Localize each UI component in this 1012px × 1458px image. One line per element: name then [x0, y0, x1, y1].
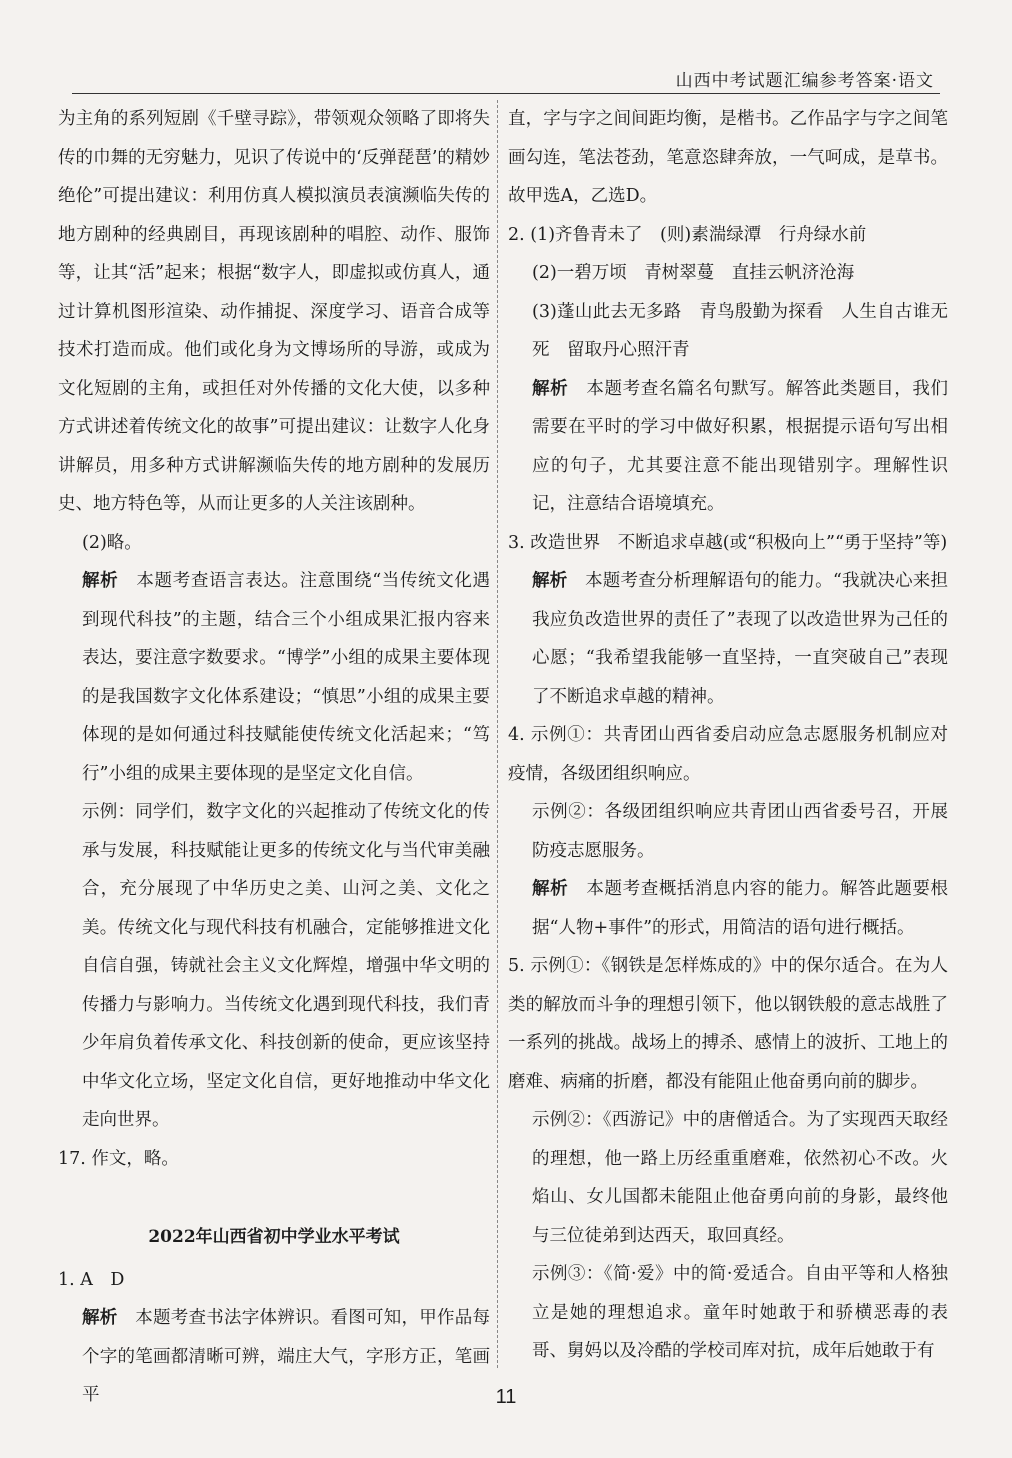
- q4-analysis: [508, 870, 948, 947]
- left-continued-paragraph: 为主角的系列短剧《千壁寻踪》，带领观众领略了即将失传的巾舞的无穷魅力，见识了传说中的‘反弹琵琶’的精妙绝伦”可提出建议：利用仿真人模拟演员表演濒临失传的地方剧种的经典剧目，再现该剧种的唱腔、动作、服饰等，让其“活”起来；根据“数字人，即虚拟或仿真人，通过计算机图形渲染、动作捕捉、深度学习、语音合成等技术打造而成。他们或化身为文博场所的导游，或成为文化短剧的主角，或担任对外传播的文化大使，以多种方式讲述着传统文化的故事”可提出建议：让数字人化身讲解员，用多种方式讲解濒临失传的地方剧种的发展历史、地方特色等，从而让更多的人关注该剧种。: [58, 109, 490, 514]
- question-2-part-3: (3)蓬山此去无多路 青鸟殷勤为探看 人生自古谁无死 留取丹心照汗青: [532, 301, 948, 360]
- question-4-example-1: 4. 示例①：共青团山西省委启动应急志愿服务机制应对疫情，各级团组织响应。: [508, 725, 948, 784]
- q2-analysis-label: 解析: [532, 378, 569, 399]
- question-4-example-2: 示例②：各级团组织响应共青团山西省委号召，开展防疫志愿服务。: [532, 802, 948, 861]
- question-1: 1. A D: [58, 1269, 125, 1290]
- exam-title: 2022年山西省初中学业水平考试: [148, 1227, 400, 1247]
- q3-analysis-label: 解析: [532, 571, 568, 591]
- q3-analysis: [508, 562, 948, 716]
- analysis-text: 本题考查语言表达。注意围绕“当传统文化遇到现代科技”的主题，结合三个小组成果汇报内容来表达，要注意字数要求。“博学”小组的成果主要体现的是我国数字文化体系建设；“慎思”小组的成果主要体现的是如何通过科技赋能使传统文化活起来；“笃行”小组的成果主要体现的是坚定文化自信。: [82, 571, 490, 784]
- q2-analysis-text: 本题考查名篇名句默写。解答此类题目，我们需要在平时的学习中做好积累，根据提示语句写出相应的句子，尤其要注意不能出现错别字。理解性识记，注意结合语境填充。: [532, 378, 949, 514]
- question-5-example-3: 示例③：《简·爱》中的简·爱适合。自由平等和人格独立是她的理想追求。童年时她敢于和骄横恶毒的表哥、舅妈以及冷酷的学校司库对抗，成年后她敢于有: [532, 1264, 948, 1361]
- q4-analysis-label: 解析: [532, 879, 569, 899]
- column-divider: [497, 100, 498, 1368]
- header-rule: [72, 93, 940, 94]
- analysis-label: 解析: [82, 571, 119, 591]
- q1-analysis-label: 解析: [82, 1308, 118, 1328]
- question-2-part-1: 2. (1)齐鲁青未了 (则)素湍绿潭 行舟绿水前: [508, 224, 867, 245]
- right-column: [508, 100, 948, 1371]
- q2-analysis: [508, 370, 948, 524]
- question-3: 3. 改造世界 不断追求卓越(或“积极向上”“勇于坚持”等): [508, 532, 948, 553]
- running-header: 山西中考试题汇编参考答案·语文: [675, 71, 934, 91]
- question-5-example-1: 5. 示例①：《钢铁是怎样炼成的》中的保尔适合。在为人类的解放而斗争的理想引领下，他以钢铁般的意志战胜了一系列的挑战。战场上的搏杀、感情上的波折、工地上的磨难、病痛的折磨，都没有能阻止他奋勇向前的脚步。: [508, 956, 948, 1092]
- question-2-part-2: (2)一碧万顷 青树翠蔓 直挂云帆济沧海: [532, 263, 855, 283]
- q4-analysis-text: 本题考查概括消息内容的能力。解答此题要根据“人物+事件”的形式，用简洁的语句进行概括。: [532, 879, 949, 938]
- page-number: 11: [495, 1386, 517, 1408]
- right-continued-paragraph: 直，字与字之间间距均衡，是楷书。乙作品字与字之间笔画勾连，笔法苍劲，笔意恣肆奔放，一气呵成，是草书。故甲选A，乙选D。: [508, 109, 948, 206]
- left-column: [58, 100, 490, 1415]
- question-5-example-2: 示例②：《西游记》中的唐僧适合。为了实现西天取经的理想，他一路上历经重重磨难，依然初心不改。火焰山、女儿国都未能阻止他奋勇向前的身影，最终他与三位徒弟到达西天，取回真经。: [532, 1110, 948, 1246]
- q3-analysis-text: 本题考查分析理解语句的能力。“我就决心来担我应负改造世界的责任了”表现了以改造世界为己任的心愿；“我希望我能够一直坚持，一直突破自己”表现了不断追求卓越的精神。: [532, 571, 949, 707]
- example-paragraph: 示例：同学们，数字文化的兴起推动了传统文化的传承与发展，科技赋能让更多的传统文化与当代审美融合，充分展现了中华历史之美、山河之美、文化之美。传统文化与现代科技有机融合，定能够推进文化自信自强，铸就社会主义文化辉煌，增强中华文明的传播力与影响力。当传统文化遇到现代科技，我们青少年肩负着传承文化、科技创新的使命，更应该坚持中华文化立场，坚定文化自信，更好地推动中华文化走向世界。: [82, 802, 490, 1130]
- q1-analysis-text: 本题考查书法字体辨识。看图可知，甲作品每个字的笔画都清晰可辨，端庄大气，字形方正，笔画平: [82, 1308, 490, 1405]
- analysis-paragraph: [58, 562, 490, 793]
- question-17: 17. 作文，略。: [58, 1148, 179, 1169]
- item-2-answer: (2)略。: [82, 532, 142, 553]
